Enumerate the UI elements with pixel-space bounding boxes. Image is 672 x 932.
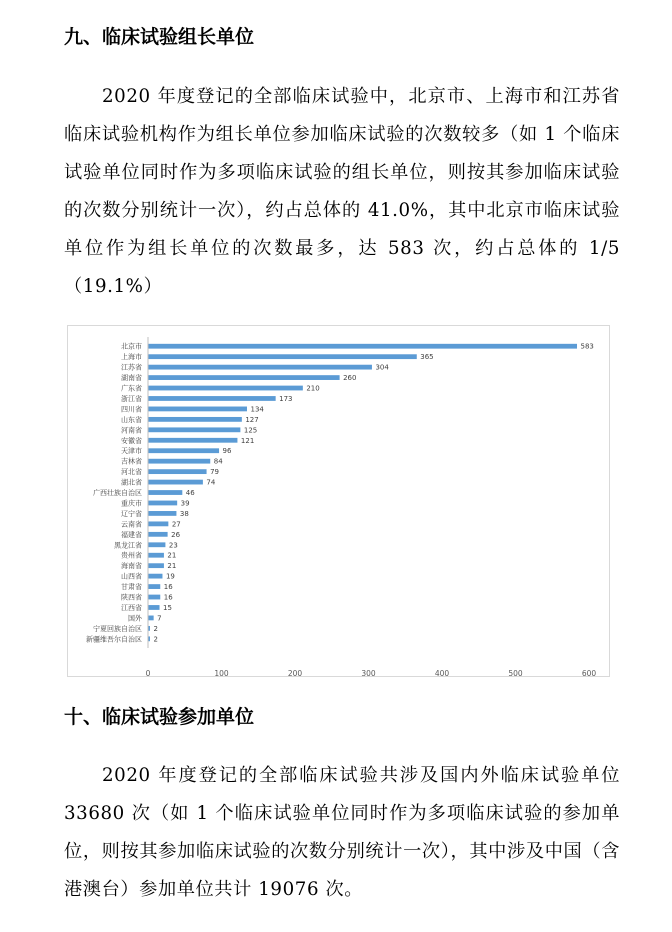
category-label: 湖南省: [121, 374, 142, 383]
bar: [149, 438, 238, 443]
section-heading-9: 九、临床试验组长单位: [64, 26, 255, 48]
data-label: 134: [250, 405, 264, 414]
x-tick-label: 100: [214, 669, 229, 676]
bar: [149, 375, 340, 380]
data-label: 23: [168, 541, 178, 550]
category-label: 江西省: [121, 603, 142, 612]
bar: [149, 616, 154, 621]
bar: [149, 417, 242, 422]
bar: [149, 532, 168, 537]
bar: [149, 469, 207, 474]
data-label: 21: [167, 551, 177, 560]
data-label: 304: [375, 363, 389, 372]
data-label: 121: [240, 436, 255, 445]
x-tick-label: 0: [145, 669, 151, 676]
bar: [149, 605, 160, 610]
bar: [149, 553, 164, 558]
data-label: 2: [153, 635, 158, 644]
x-tick-label: 600: [581, 669, 597, 676]
data-label: 19: [165, 572, 175, 581]
data-label: 173: [279, 394, 293, 403]
data-label: 15: [163, 603, 172, 612]
data-label: 2: [153, 624, 158, 633]
data-label: 125: [243, 426, 258, 435]
category-label: 浙江省: [121, 394, 142, 403]
data-label: 365: [420, 353, 434, 362]
category-label: 河北省: [121, 468, 142, 477]
category-label: 广西壮族自治区: [93, 489, 142, 498]
data-label: 210: [306, 384, 320, 393]
category-label: 云南省: [121, 520, 142, 529]
section-paragraph-9: [64, 78, 620, 306]
data-label: 27: [171, 520, 181, 529]
bar-chart: [67, 325, 610, 677]
section-paragraph-10: [64, 757, 620, 909]
data-label: 46: [185, 489, 195, 498]
bar: [149, 459, 211, 464]
category-label: 四川省: [121, 405, 142, 414]
data-label: 260: [343, 374, 357, 383]
paragraph-text: 2020 年度登记的全部临床试验中，北京市、上海市和江苏省临床试验机构作为组长单位参加临床试验的次数较多（如 1 个临床试验单位同时作为多项临床试验的组长单位，则按其参加临床试验的次数分别统计一次），约占总体的 41.0%，其中北京市临床试验单位作为组长单位的次数最多，达 583 次，约占总体的 1/5（19.1%）: [64, 86, 620, 297]
bar: [149, 563, 164, 568]
section-heading-10: 十、临床试验参加单位: [64, 706, 255, 728]
bar: [149, 584, 161, 589]
category-label: 甘肃省: [121, 583, 142, 592]
data-label: 127: [245, 415, 259, 424]
data-label: 16: [163, 593, 173, 602]
category-label: 福建省: [121, 530, 142, 539]
category-label: 湖北省: [121, 478, 142, 487]
category-label: 山东省: [121, 415, 142, 424]
data-label: 16: [163, 583, 173, 592]
bar: [149, 542, 166, 547]
data-label: 84: [213, 457, 223, 466]
bar: [149, 521, 169, 526]
paragraph-text: 2020 年度登记的全部临床试验共涉及国内外临床试验单位 33680 次（如 1 个临床试验单位同时作为多项临床试验的参加单位，则按其参加临床试验的次数分别统计一次），其中涉及中国（含港澳台）参加单位共计 19076 次。: [64, 765, 620, 900]
bar: [149, 386, 303, 391]
bar: [149, 626, 150, 631]
bar: [149, 427, 241, 432]
bar: [149, 480, 203, 485]
bar: [149, 365, 372, 370]
data-label: 26: [171, 530, 181, 539]
bar: [149, 407, 247, 412]
x-tick-label: 300: [361, 669, 376, 676]
bar: [149, 344, 578, 349]
data-label: 39: [180, 499, 190, 508]
data-label: 7: [157, 614, 162, 623]
category-label: 重庆市: [121, 499, 142, 508]
category-label: 贵州省: [121, 551, 142, 560]
data-label: 96: [222, 447, 232, 456]
category-label: 广东省: [121, 384, 142, 393]
bar: [149, 595, 161, 600]
bar: [149, 511, 177, 516]
data-label: 79: [210, 468, 219, 477]
category-label: 江苏省: [121, 363, 142, 372]
category-label: 陕西省: [121, 593, 142, 602]
bar: [149, 490, 183, 495]
data-label: 38: [179, 509, 189, 518]
x-tick-label: 400: [434, 669, 450, 676]
category-label: 国外: [128, 614, 142, 623]
category-label: 山西省: [121, 572, 142, 581]
category-label: 北京市: [121, 342, 142, 351]
bar: [149, 574, 163, 579]
category-label: 宁夏回族自治区: [93, 624, 142, 633]
category-label: 海南省: [121, 562, 142, 571]
chart-canvas: [68, 326, 609, 676]
bar: [149, 448, 220, 453]
bar: [149, 501, 178, 506]
category-label: 安徽省: [121, 436, 142, 445]
category-label: 新疆维吾尔自治区: [86, 635, 142, 644]
category-label: 吉林省: [121, 457, 142, 466]
category-label: 天津市: [121, 447, 142, 456]
category-label: 上海市: [121, 353, 142, 362]
bar: [149, 396, 276, 401]
category-label: 河南省: [121, 426, 142, 435]
data-label: 21: [167, 562, 177, 571]
data-label: 74: [206, 478, 216, 487]
bar: [149, 636, 150, 641]
data-label: 583: [580, 342, 594, 351]
x-tick-label: 200: [287, 669, 303, 676]
category-label: 辽宁省: [121, 509, 142, 518]
category-label: 黑龙江省: [114, 541, 142, 550]
x-tick-label: 500: [508, 669, 523, 676]
bar: [149, 354, 417, 359]
